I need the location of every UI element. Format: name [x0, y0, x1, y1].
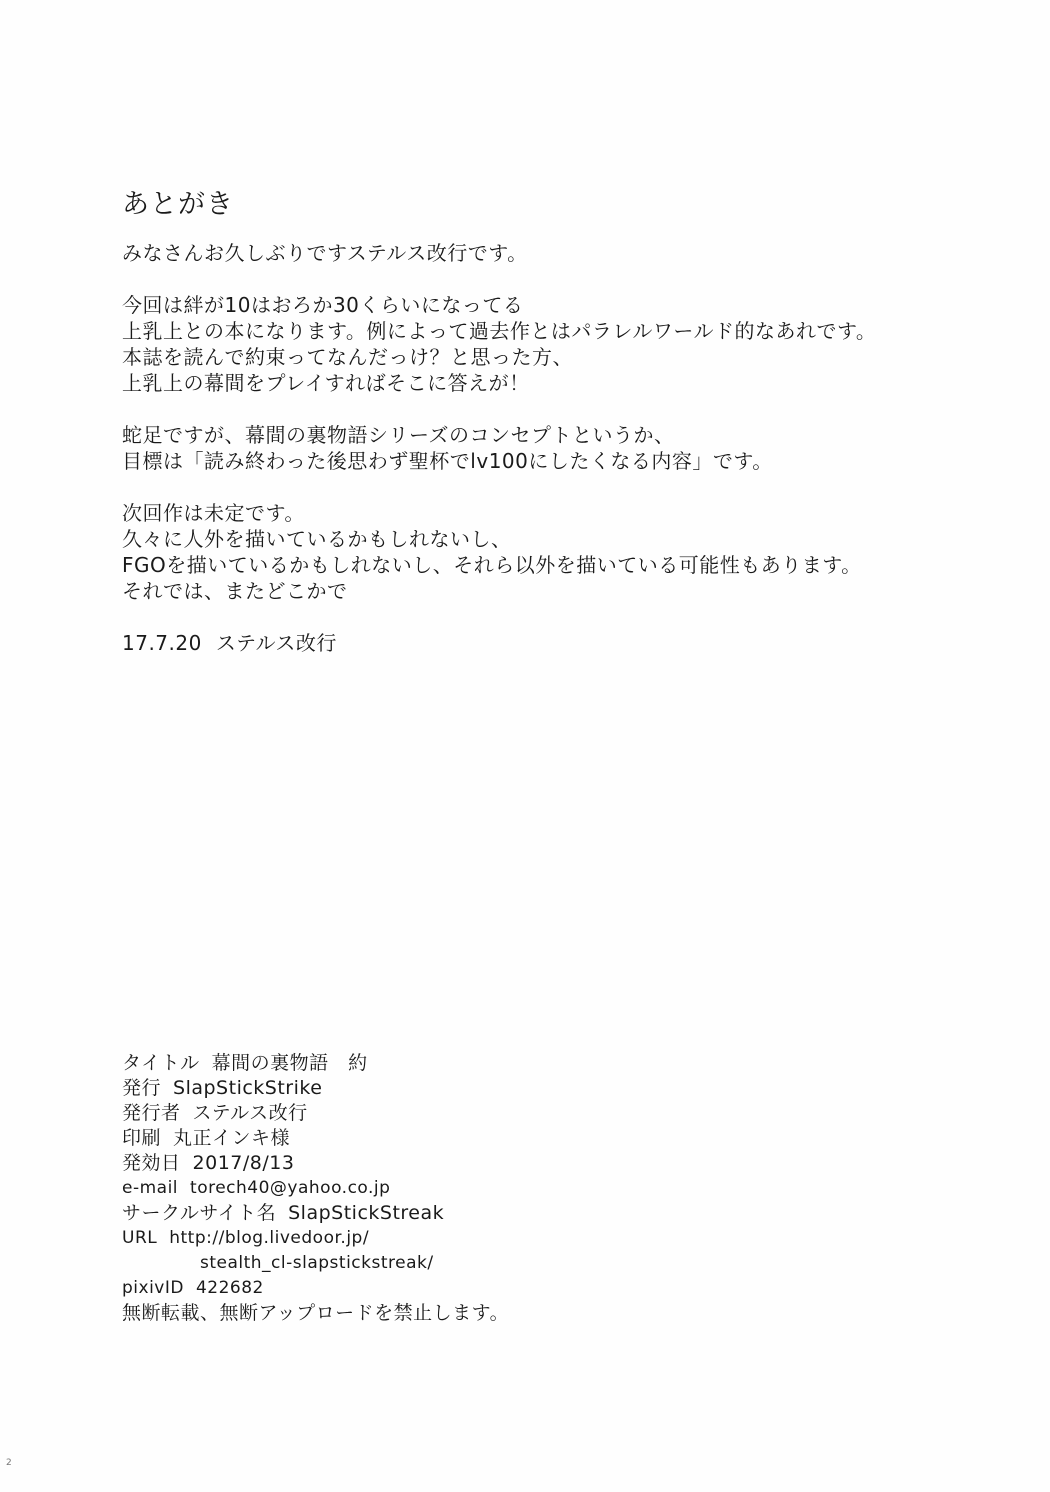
colophon-label: e-mail	[122, 1178, 179, 1198]
colophon-label: 発行者	[122, 1102, 181, 1124]
colophon-notice	[122, 1301, 822, 1326]
paragraph	[122, 292, 1002, 396]
colophon-label: URL	[122, 1228, 158, 1248]
notice-text: 無断転載、無断アップロードを禁止します。	[122, 1302, 510, 1324]
afterword-title: あとがき	[122, 189, 234, 220]
colophon-value: SlapStickStreak	[288, 1202, 445, 1224]
colophon-value: torech40@yahoo.co.jp	[190, 1178, 391, 1198]
paragraph-line: 本誌を読んで約束ってなんだっけ？と思った方、	[122, 345, 573, 369]
paragraph-line: 上乳上の幕間をプレイすればそこに答えが！	[122, 371, 530, 395]
paragraph-line: 目標は「読み終わった後思わず聖杯でlv100にしたくなる内容」です。	[122, 449, 773, 473]
paragraph	[122, 422, 1002, 474]
colophon-label: サークルサイト名	[122, 1202, 277, 1224]
colophon-pixiv-row	[122, 1276, 822, 1301]
colophon	[122, 1051, 822, 1326]
colophon-value: 422682	[195, 1278, 264, 1298]
colophon-circle-row	[122, 1201, 822, 1226]
colophon-publisher-row	[122, 1076, 822, 1101]
page-number: 2	[6, 1458, 12, 1468]
paragraph-line: それでは、またどこかで	[122, 579, 348, 603]
paragraph-line: 今回は絆が10はおろか30くらいになってる	[122, 293, 524, 317]
signature	[122, 630, 1002, 656]
paragraph	[122, 240, 1002, 266]
colophon-issuer-row	[122, 1101, 822, 1126]
colophon-value: 2017/8/13	[192, 1152, 295, 1174]
paragraph	[122, 500, 1002, 604]
colophon-email-row	[122, 1176, 822, 1201]
colophon-value: 幕間の裏物語 約	[211, 1052, 368, 1074]
colophon-url-continuation	[122, 1251, 822, 1276]
colophon-value: 丸正インキ様	[173, 1127, 291, 1149]
colophon-value: SlapStickStrike	[173, 1077, 323, 1099]
paragraph-line: 上乳上との本になります。例によって過去作とはパラレルワールド的なあれです。	[122, 319, 877, 343]
colophon-label: pixivID	[122, 1278, 184, 1298]
paragraph-line: 久々に人外を描いているかもしれないし、	[122, 527, 512, 551]
paragraph-line: みなさんお久しぶりですステルス改行です。	[122, 241, 528, 265]
colophon-label: 印刷	[122, 1127, 162, 1149]
colophon-printer-row	[122, 1126, 822, 1151]
colophon-date-row	[122, 1151, 822, 1176]
signature-date: 17.7.20	[122, 631, 202, 655]
paragraph-line: 蛇足ですが、幕間の裏物語シリーズのコンセプトというか、	[122, 423, 675, 447]
colophon-url-row	[122, 1226, 822, 1251]
signature-name: ステルス改行	[215, 631, 337, 655]
afterword-section	[122, 188, 1002, 656]
colophon-value: ステルス改行	[192, 1102, 308, 1124]
paragraph-line: 次回作は未定です。	[122, 501, 305, 525]
paragraph-line: FGOを描いているかもしれないし、それら以外を描いている可能性もあります。	[122, 553, 862, 577]
colophon-label: 発行	[122, 1077, 162, 1099]
colophon-label: 発効日	[122, 1152, 181, 1174]
colophon-value: http://blog.livedoor.jp/	[169, 1228, 370, 1248]
colophon-label: タイトル	[122, 1052, 200, 1074]
colophon-value: stealth_cl-slapstickstreak/	[200, 1253, 434, 1273]
colophon-title-row	[122, 1051, 822, 1076]
